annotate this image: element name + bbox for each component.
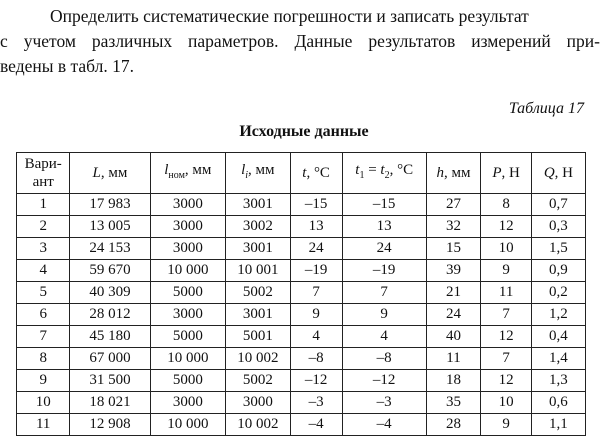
header-L xyxy=(70,153,150,194)
cell-variant: 4 xyxy=(17,260,70,282)
header-t12-unit: , °С xyxy=(389,162,414,178)
cell-li: 10 002 xyxy=(226,348,290,370)
header-li-subscript: i xyxy=(245,170,249,181)
table-row xyxy=(17,238,586,260)
cell-t: –15 xyxy=(290,194,342,216)
cell-t: 4 xyxy=(290,326,342,348)
cell-t1-t2: –3 xyxy=(342,392,426,414)
cell-li: 3001 xyxy=(226,304,290,326)
intro-line-2: с учетом различных параметров. Данные результатов измерений при- xyxy=(0,31,600,51)
cell-t1-t2: –8 xyxy=(342,348,426,370)
cell-li: 3001 xyxy=(226,238,290,260)
header-li-symbol: l xyxy=(241,162,246,178)
cell-lnom: 10 000 xyxy=(150,260,226,282)
cell-li: 5001 xyxy=(226,326,290,348)
cell-t1-t2: –15 xyxy=(342,194,426,216)
cell-variant: 8 xyxy=(17,348,70,370)
cell-lnom: 10 000 xyxy=(150,348,226,370)
table-row xyxy=(17,414,586,436)
cell-t: –19 xyxy=(290,260,342,282)
cell-t: –12 xyxy=(290,370,342,392)
intro-paragraph xyxy=(0,4,600,79)
cell-P: 7 xyxy=(481,348,531,370)
header-P xyxy=(481,153,531,194)
table-row xyxy=(17,348,586,370)
cell-t: 24 xyxy=(290,238,342,260)
cell-variant: 1 xyxy=(17,194,70,216)
header-h-unit: , мм xyxy=(444,165,471,181)
cell-h: 35 xyxy=(426,392,481,414)
cell-h: 28 xyxy=(426,414,481,436)
cell-P: 10 xyxy=(481,392,531,414)
header-Q-unit: , Н xyxy=(554,165,573,181)
cell-h: 15 xyxy=(426,238,481,260)
header-L-symbol: L xyxy=(92,165,101,181)
header-t-symbol: t xyxy=(302,165,307,181)
header-h xyxy=(426,153,481,194)
table-number-label: Таблица 17 xyxy=(508,100,584,117)
cell-variant: 9 xyxy=(17,370,70,392)
cell-t: 7 xyxy=(290,282,342,304)
table-row xyxy=(17,392,586,414)
cell-t: –3 xyxy=(290,392,342,414)
cell-Q: 0,6 xyxy=(531,392,585,414)
header-P-symbol: P xyxy=(492,165,502,181)
cell-L: 45 180 xyxy=(70,326,150,348)
cell-h: 11 xyxy=(426,348,481,370)
cell-lnom: 5000 xyxy=(150,326,226,348)
cell-h: 32 xyxy=(426,216,481,238)
cell-L: 59 670 xyxy=(70,260,150,282)
cell-L: 67 000 xyxy=(70,348,150,370)
cell-lnom: 3000 xyxy=(150,238,226,260)
cell-L: 40 309 xyxy=(70,282,150,304)
cell-lnom: 3000 xyxy=(150,392,226,414)
cell-t: –4 xyxy=(290,414,342,436)
cell-L: 13 005 xyxy=(70,216,150,238)
cell-Q: 0,7 xyxy=(531,194,585,216)
header-lnom-symbol: l xyxy=(164,162,169,178)
cell-li: 5002 xyxy=(226,282,290,304)
cell-t1-t2: 4 xyxy=(342,326,426,348)
cell-Q: 1,3 xyxy=(531,370,585,392)
cell-h: 21 xyxy=(426,282,481,304)
header-lnom-subscript: ном xyxy=(168,170,185,181)
cell-L: 24 153 xyxy=(70,238,150,260)
cell-lnom: 5000 xyxy=(150,370,226,392)
cell-li: 3002 xyxy=(226,216,290,238)
cell-variant: 6 xyxy=(17,304,70,326)
cell-Q: 1,5 xyxy=(531,238,585,260)
header-variant xyxy=(17,153,70,194)
table-header-row xyxy=(17,153,586,194)
cell-h: 40 xyxy=(426,326,481,348)
cell-P: 10 xyxy=(481,238,531,260)
cell-L: 31 500 xyxy=(70,370,150,392)
cell-h: 24 xyxy=(426,304,481,326)
table-row xyxy=(17,260,586,282)
table-row xyxy=(17,370,586,392)
header-Q-symbol: Q xyxy=(543,165,555,181)
cell-li: 10 002 xyxy=(226,414,290,436)
header-t12-equals: = xyxy=(364,162,381,178)
header-t xyxy=(290,153,342,194)
cell-Q: 0,9 xyxy=(531,260,585,282)
cell-Q: 1,4 xyxy=(531,348,585,370)
cell-variant: 10 xyxy=(17,392,70,414)
cell-lnom: 3000 xyxy=(150,304,226,326)
header-t2-symbol: t xyxy=(380,162,385,178)
table-row xyxy=(17,216,586,238)
cell-t1-t2: 24 xyxy=(342,238,426,260)
cell-h: 39 xyxy=(426,260,481,282)
cell-L: 17 983 xyxy=(70,194,150,216)
cell-li: 3001 xyxy=(226,194,290,216)
cell-L: 28 012 xyxy=(70,304,150,326)
cell-P: 12 xyxy=(481,216,531,238)
cell-t1-t2: 9 xyxy=(342,304,426,326)
intro-line-3: ведены в табл. 17. xyxy=(0,56,134,76)
header-t-unit: , °С xyxy=(306,165,330,181)
header-h-symbol: h xyxy=(436,165,445,181)
table-body xyxy=(17,194,586,436)
cell-Q: 0,2 xyxy=(531,282,585,304)
table-row xyxy=(17,304,586,326)
header-t2-subscript: 2 xyxy=(384,170,390,181)
header-li-unit: , мм xyxy=(248,162,275,178)
table-title: Исходные данные xyxy=(239,123,369,140)
cell-t: 13 xyxy=(290,216,342,238)
header-li xyxy=(226,153,290,194)
header-lnom-unit: , мм xyxy=(184,162,212,178)
cell-t1-t2: –12 xyxy=(342,370,426,392)
cell-P: 9 xyxy=(481,260,531,282)
cell-P: 12 xyxy=(481,326,531,348)
cell-t: 9 xyxy=(290,304,342,326)
cell-P: 8 xyxy=(481,194,531,216)
cell-P: 7 xyxy=(481,304,531,326)
cell-Q: 1,1 xyxy=(531,414,585,436)
cell-P: 9 xyxy=(481,414,531,436)
header-variant-line2: ант xyxy=(32,174,54,190)
cell-Q: 0,3 xyxy=(531,216,585,238)
header-lnom xyxy=(150,153,226,194)
header-L-unit: , мм xyxy=(100,165,128,181)
cell-t1-t2: –19 xyxy=(342,260,426,282)
cell-t1-t2: 7 xyxy=(342,282,426,304)
cell-t1-t2: –4 xyxy=(342,414,426,436)
cell-P: 11 xyxy=(481,282,531,304)
cell-h: 18 xyxy=(426,370,481,392)
cell-lnom: 10 000 xyxy=(150,414,226,436)
data-table xyxy=(16,152,586,436)
cell-P: 12 xyxy=(481,370,531,392)
table-row xyxy=(17,194,586,216)
cell-li: 5002 xyxy=(226,370,290,392)
cell-variant: 5 xyxy=(17,282,70,304)
cell-t: –8 xyxy=(290,348,342,370)
cell-lnom: 3000 xyxy=(150,194,226,216)
header-t1-t2 xyxy=(342,153,426,194)
header-Q xyxy=(531,153,585,194)
cell-L: 18 021 xyxy=(70,392,150,414)
table-row xyxy=(17,326,586,348)
cell-li: 3000 xyxy=(226,392,290,414)
cell-Q: 0,4 xyxy=(531,326,585,348)
cell-t1-t2: 13 xyxy=(342,216,426,238)
table-row xyxy=(17,282,586,304)
cell-variant: 2 xyxy=(17,216,70,238)
intro-line-1: Определить систематические погрешности и записать результат xyxy=(50,6,529,26)
header-variant-line1: Вари- xyxy=(24,156,62,172)
cell-h: 27 xyxy=(426,194,481,216)
cell-lnom: 3000 xyxy=(150,216,226,238)
cell-L: 12 908 xyxy=(70,414,150,436)
cell-variant: 11 xyxy=(17,414,70,436)
cell-li: 10 001 xyxy=(226,260,290,282)
cell-variant: 7 xyxy=(17,326,70,348)
header-t1-subscript: 1 xyxy=(359,170,365,181)
header-t1-symbol: t xyxy=(355,162,360,178)
cell-variant: 3 xyxy=(17,238,70,260)
cell-lnom: 5000 xyxy=(150,282,226,304)
header-P-unit: , Н xyxy=(501,165,520,181)
cell-Q: 1,2 xyxy=(531,304,585,326)
